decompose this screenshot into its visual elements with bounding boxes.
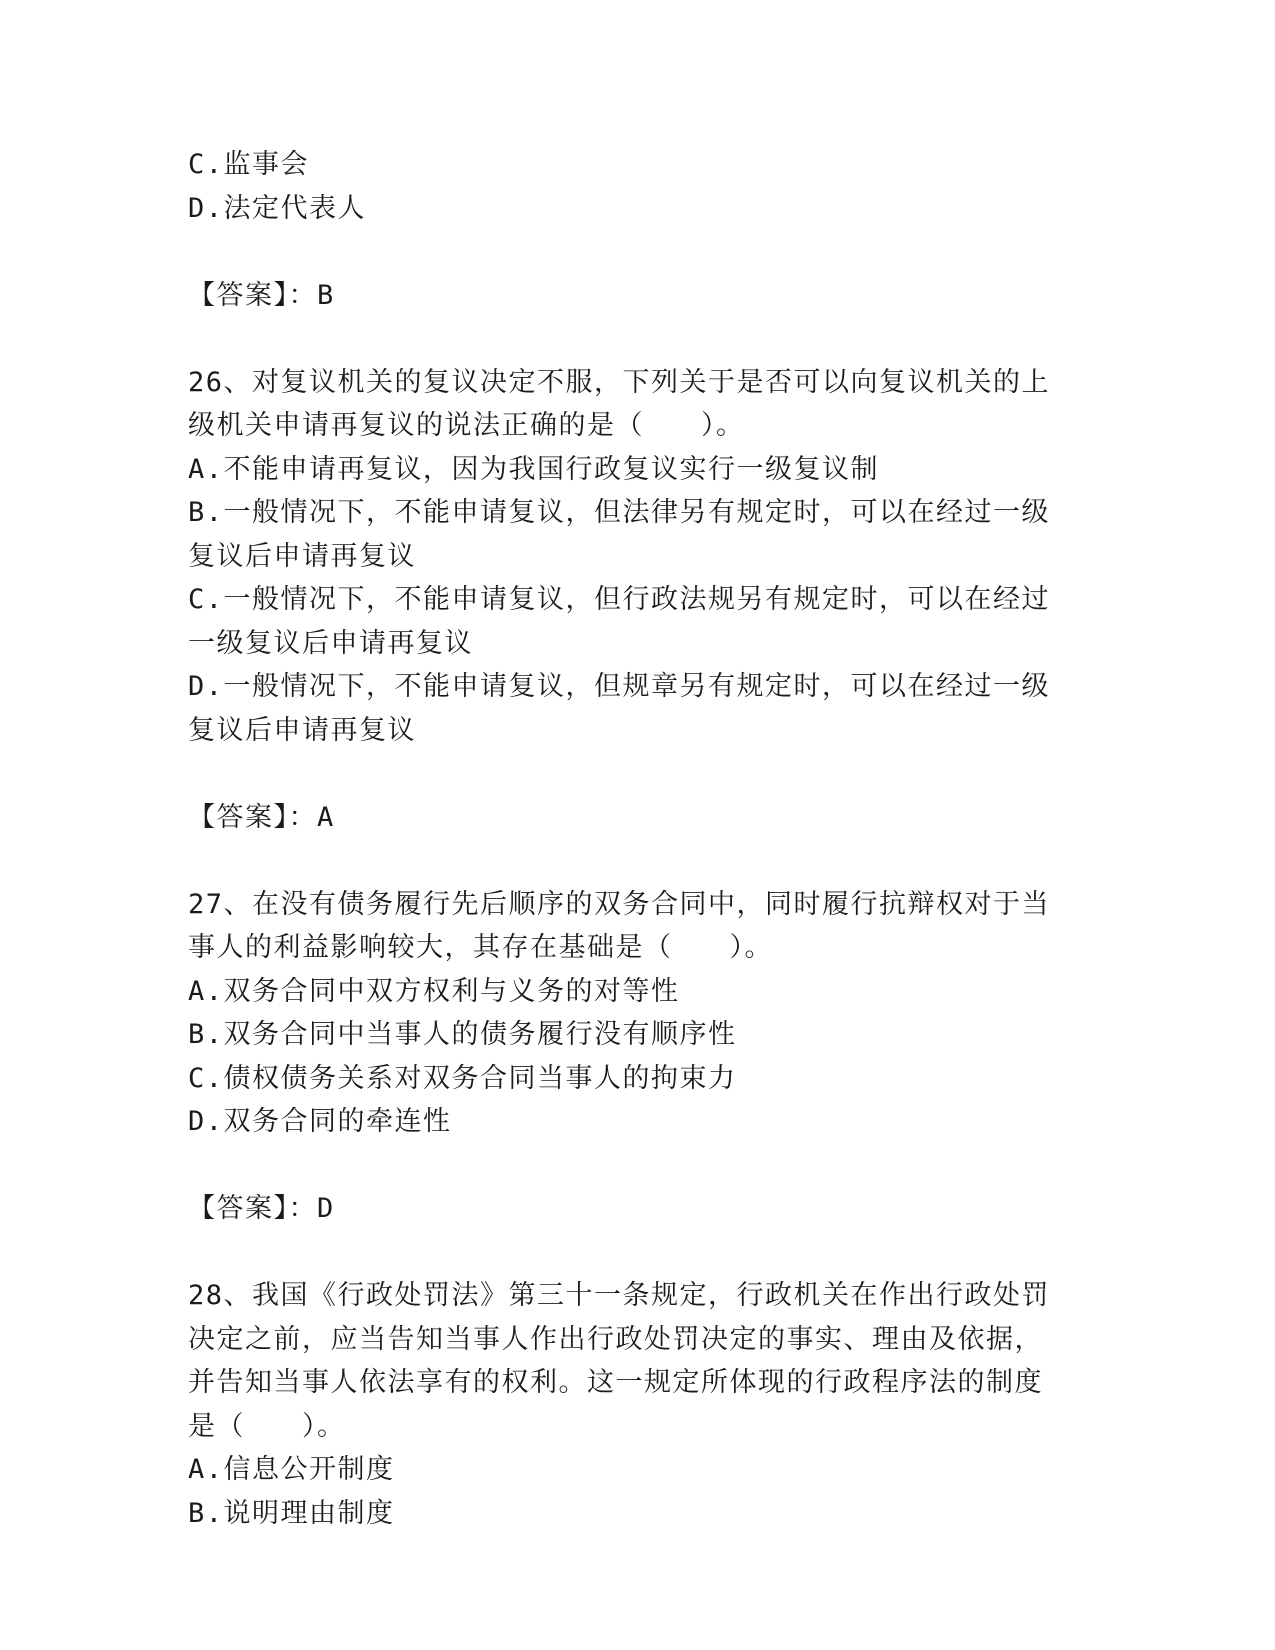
answer-line: 【答案】：A [188,801,335,833]
option-d: D.一般情况下，不能申请复议，但规章另有规定时，可以在经过一级 [188,671,1051,702]
option-d: D.双务合同的牵连性 [188,1106,452,1137]
option-b: B.一般情况下，不能申请复议，但法律另有规定时，可以在经过一级 [188,497,1051,528]
option-a: A.信息公开制度 [188,1454,395,1485]
option-c: C.债权债务关系对双务合同当事人的拘束力 [188,1062,737,1094]
option-a: A.双务合同中双方权利与义务的对等性 [188,975,680,1007]
option-d-cont: 复议后申请再复议 [188,714,416,746]
question-stem: 27、在没有债务履行先后顺序的双务合同中，同时履行抗辩权对于当 [188,888,1051,920]
document-page [188,143,1068,1535]
answer-line: 【答案】：D [188,1193,335,1224]
question-stem: 事人的利益影响较大，其存在基础是（ ）。 [188,932,773,963]
option-d: D.法定代表人 [188,192,367,224]
question-stem: 级机关申请再复议的说法正确的是（ ）。 [188,410,745,441]
option-b-cont: 复议后申请再复议 [188,540,416,572]
answer-line: 【答案】：B [188,279,335,311]
option-b: B.双务合同中当事人的债务履行没有顺序性 [188,1019,737,1050]
question-stem: 26、对复议机关的复议决定不服，下列关于是否可以向复议机关的上 [188,366,1051,398]
question-stem: 28、我国《行政处罚法》第三十一条规定，行政机关在作出行政处罚 [188,1280,1051,1311]
question-stem: 是（ ）。 [188,1410,346,1442]
option-c: C.监事会 [188,149,310,180]
option-c: C.一般情况下，不能申请复议，但行政法规另有规定时，可以在经过 [188,584,1051,615]
question-stem: 决定之前，应当告知当事人作出行政处罚决定的事实、理由及依据， [188,1323,1043,1355]
option-a: A.不能申请再复议，因为我国行政复议实行一级复议制 [188,453,880,485]
option-b: B.说明理由制度 [188,1497,395,1529]
question-stem: 并告知当事人依法享有的权利。这一规定所体现的行政程序法的制度 [188,1367,1043,1398]
option-c-cont: 一级复议后申请再复议 [188,627,473,659]
